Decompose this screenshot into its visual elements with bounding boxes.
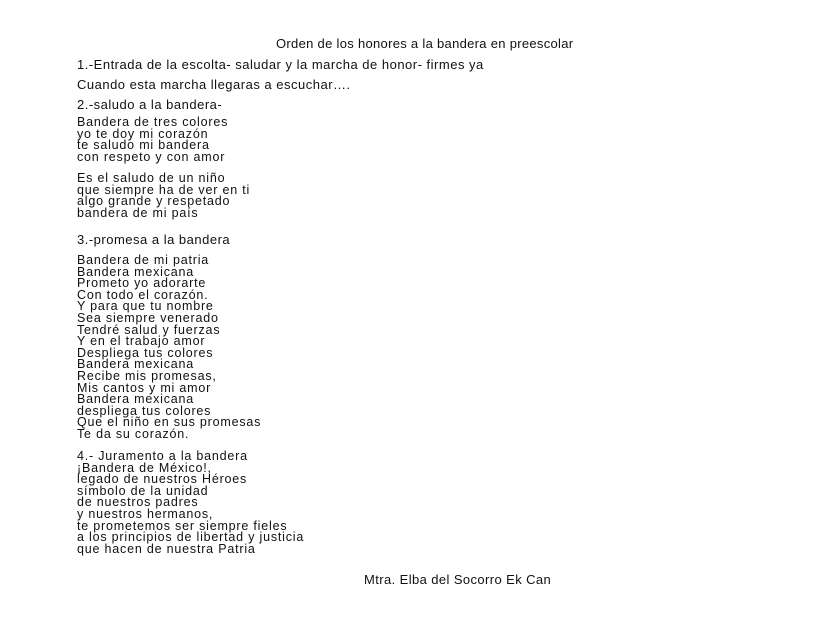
poem-line: que siempre ha de ver en ti	[77, 182, 251, 197]
saludo-stanza-1	[77, 117, 228, 163]
step-1-note: Cuando esta marcha llegaras a escuchar….	[77, 77, 351, 92]
poem-line: Sea siempre venerado	[77, 310, 219, 325]
poem-line: Mis cantos y mi amor	[77, 380, 212, 395]
poem-line: legado de nuestros Héroes	[77, 472, 248, 487]
poem-line: Tendré salud y fuerzas	[77, 322, 221, 337]
poem-line: símbolo de la unidad	[77, 483, 209, 498]
poem-line: que hacen de nuestra Patria	[77, 541, 256, 556]
poem-line: con respeto y con amor	[77, 149, 226, 164]
poem-line: Bandera de mi patria	[77, 253, 210, 267]
juramento-text	[77, 451, 304, 555]
poem-line: 4.- Juramento a la bandera	[77, 449, 248, 463]
poem-line: a los principios de libertad y justicia	[77, 530, 305, 545]
poem-line: Bandera mexicana	[77, 357, 195, 372]
poem-line: Despliega tus colores	[77, 345, 214, 360]
poem-line: y nuestros hermanos,	[77, 506, 214, 521]
poem-line: despliega tus colores	[77, 403, 212, 418]
poem-line: Te da su corazón.	[77, 426, 190, 441]
poem-line: algo grande y respetado	[77, 194, 231, 209]
poem-line: Bandera de tres colores	[77, 115, 229, 129]
poem-line: Y para que tu nombre	[77, 299, 214, 314]
poem-line: Con todo el corazón.	[77, 287, 209, 302]
poem-line: yo te doy mi corazón	[77, 126, 209, 141]
poem-line: te prometemos ser siempre fieles	[77, 518, 288, 533]
poem-line: de nuestros padres	[77, 495, 199, 510]
poem-line: Y en el trabajo amor	[77, 334, 206, 349]
step-2-heading: 2.-saludo a la bandera-	[77, 97, 223, 112]
step-1-heading: 1.-Entrada de la escolta- saludar y la marcha de honor- firmes ya	[77, 57, 484, 72]
signature: Mtra. Elba del Socorro Ek Can	[364, 572, 552, 587]
poem-line: Que el niño en sus promesas	[77, 415, 262, 430]
poem-line: Bandera mexicana	[77, 264, 195, 279]
step-3-heading: 3.-promesa a la bandera	[77, 232, 231, 247]
saludo-stanza-2	[77, 173, 250, 219]
poem-line: ¡Bandera de México!,	[77, 460, 212, 475]
poem-line: Es el saludo de un niño	[77, 171, 226, 185]
document-title: Orden de los honores a la bandera en preescolar	[276, 36, 574, 51]
poem-line: bandera de mi país	[77, 205, 199, 220]
poem-line: Bandera mexicana	[77, 392, 195, 407]
poem-line: te saludo mi bandera	[77, 138, 210, 153]
poem-line: Recibe mis promesas,	[77, 368, 217, 383]
promesa-poem	[77, 255, 261, 441]
poem-line: Prometo yo adorarte	[77, 276, 207, 291]
